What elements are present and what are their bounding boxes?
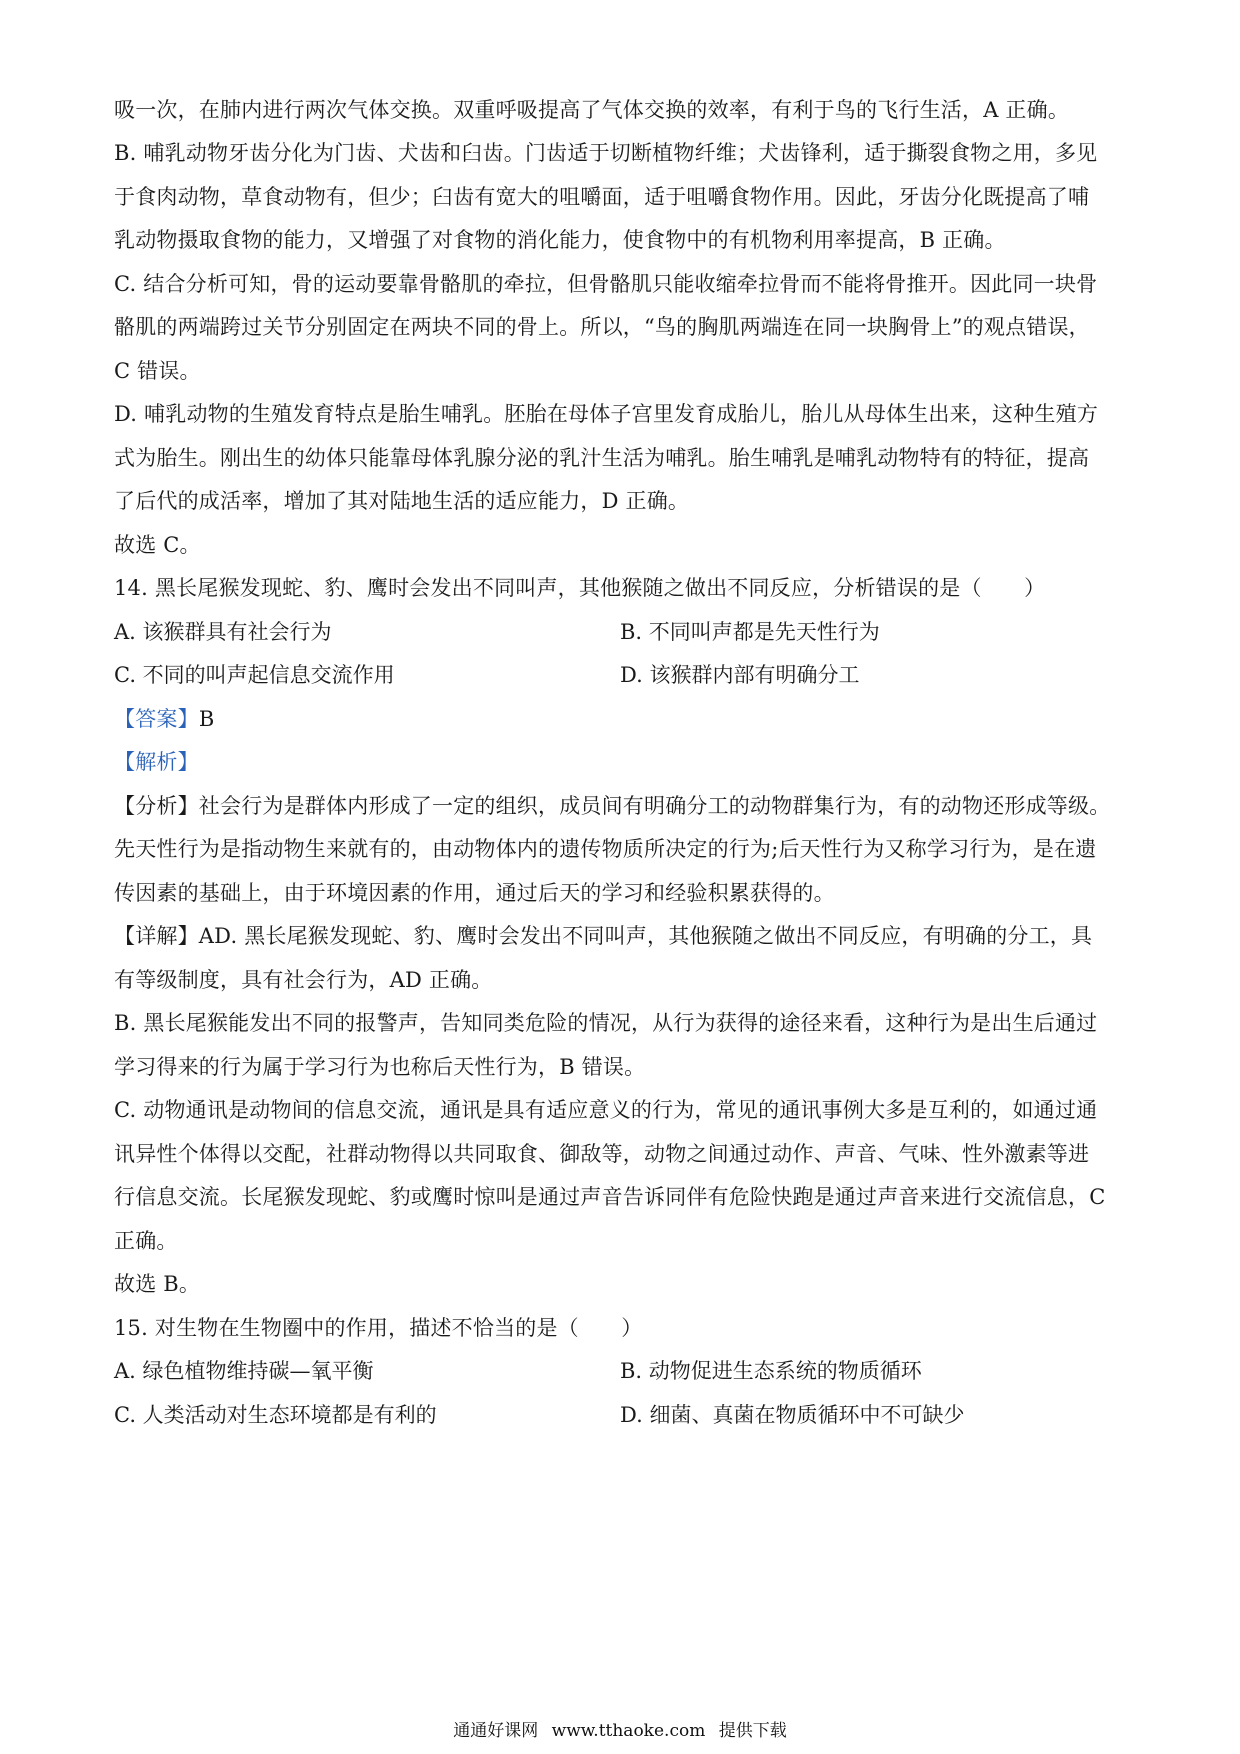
text-line: 学习得来的行为属于学习行为也称后天性行为，B 错误。 bbox=[114, 1055, 646, 1079]
text-line: 行信息交流。长尾猴发现蛇、豹或鹰时惊叫是通过声音告诉同伴有危险快跑是通过声音来进行交流信息，C bbox=[114, 1185, 1106, 1209]
text-line: B. 哺乳动物牙齿分化为门齿、犬齿和臼齿。门齿适于切断植物纤维；犬齿锋利，适于撕裂食物之用，多见 bbox=[114, 141, 1098, 165]
footer-url: www.tthaoke.com bbox=[551, 1721, 706, 1741]
q15-option-d: D. 细菌、真菌在物质循环中不可缺少 bbox=[620, 1403, 965, 1427]
text-line: 传因素的基础上，由于环境因素的作用，通过后天的学习和经验积累获得的。 bbox=[114, 881, 835, 905]
q15-option-b: B. 动物促进生态系统的物质循环 bbox=[620, 1359, 922, 1383]
text-line: 式为胎生。刚出生的幼体只能靠母体乳腺分泌的乳汁生活为哺乳。胎生哺乳是哺乳动物特有的特征，提高 bbox=[114, 446, 1090, 470]
q14-option-d: D. 该猴群内部有明确分工 bbox=[620, 663, 860, 687]
text-line: 了后代的成活率，增加了其对陆地生活的适应能力，D 正确。 bbox=[114, 489, 690, 513]
text-line: 故选 B。 bbox=[114, 1272, 201, 1296]
question-14-stem: 14. 黑长尾猴发现蛇、豹、鹰时会发出不同叫声，其他猴随之做出不同反应，分析错误的是（ ） bbox=[114, 576, 1046, 600]
text-line: 吸一次，在肺内进行两次气体交换。双重呼吸提高了气体交换的效率，有利于鸟的飞行生活，A 正确。 bbox=[114, 98, 1070, 122]
answer-value: B bbox=[198, 707, 215, 731]
footer-note: 提供下载 bbox=[718, 1721, 787, 1741]
text-line: 先天性行为是指动物生来就有的，由动物体内的遗传物质所决定的行为;后天性行为又称学习行为，是在遗 bbox=[114, 837, 1097, 861]
text-line: C 错误。 bbox=[114, 359, 201, 383]
question-15-stem: 15. 对生物在生物圈中的作用，描述不恰当的是（ ） bbox=[114, 1316, 643, 1340]
analysis-line bbox=[114, 748, 1134, 776]
text-line: D. 哺乳动物的生殖发育特点是胎生哺乳。胚胎在母体子宫里发育成胎儿，胎儿从母体生出来，这种生殖方 bbox=[114, 402, 1099, 426]
text-line: 讯异性个体得以交配，社群动物得以共同取食、御敌等，动物之间通过动作、声音、气味、性外激素等进 bbox=[114, 1142, 1090, 1166]
text-line: 正确。 bbox=[114, 1229, 178, 1253]
q14-option-b: B. 不同叫声都是先天性行为 bbox=[620, 620, 880, 644]
answer-tag: 【答案】 bbox=[114, 707, 199, 731]
q15-option-c: C. 人类活动对生态环境都是有利的 bbox=[114, 1403, 437, 1427]
answer-line bbox=[114, 705, 1134, 733]
text-line: 乳动物摄取食物的能力，又增强了对食物的消化能力，使食物中的有机物利用率提高，B 正确。 bbox=[114, 228, 1006, 252]
text-line: 有等级制度，具有社会行为，AD 正确。 bbox=[114, 968, 493, 992]
text-line: B. 黑长尾猴能发出不同的报警声，告知同类危险的情况，从行为获得的途径来看，这种行为是出生后通过 bbox=[114, 1011, 1098, 1035]
text-line: 故选 C。 bbox=[114, 533, 201, 557]
analysis-tag: 【解析】 bbox=[114, 750, 199, 774]
q14-option-a: A. 该猴群具有社会行为 bbox=[114, 620, 332, 644]
text-line: 【分析】社会行为是群体内形成了一定的组织，成员间有明确分工的动物群集行为，有的动物还形成等级。 bbox=[114, 794, 1111, 818]
footer-site-name: 通通好课网 bbox=[453, 1721, 539, 1741]
text-line: 骼肌的两端跨过关节分别固定在两块不同的骨上。所以，“鸟的胸肌两端连在同一块胸骨上”的观点错误， bbox=[114, 315, 1090, 339]
text-line: C. 结合分析可知，骨的运动要靠骨骼肌的牵拉，但骨骼肌只能收缩牵拉骨而不能将骨推开。因此同一块骨 bbox=[114, 272, 1098, 296]
text-line: 于食肉动物，草食动物有，但少；臼齿有宽大的咀嚼面，适于咀嚼食物作用。因此，牙齿分化既提高了哺 bbox=[114, 185, 1090, 209]
text-line: 【详解】AD. 黑长尾猴发现蛇、豹、鹰时会发出不同叫声，其他猴随之做出不同反应，有明确的分工，具 bbox=[114, 924, 1093, 948]
q14-option-c: C. 不同的叫声起信息交流作用 bbox=[114, 663, 395, 687]
page-footer bbox=[0, 1720, 1240, 1742]
text-line: C. 动物通讯是动物间的信息交流，通讯是具有适应意义的行为，常见的通讯事例大多是互利的，如通过通 bbox=[114, 1098, 1098, 1122]
q15-option-a: A. 绿色植物维持碳—氧平衡 bbox=[114, 1359, 374, 1383]
